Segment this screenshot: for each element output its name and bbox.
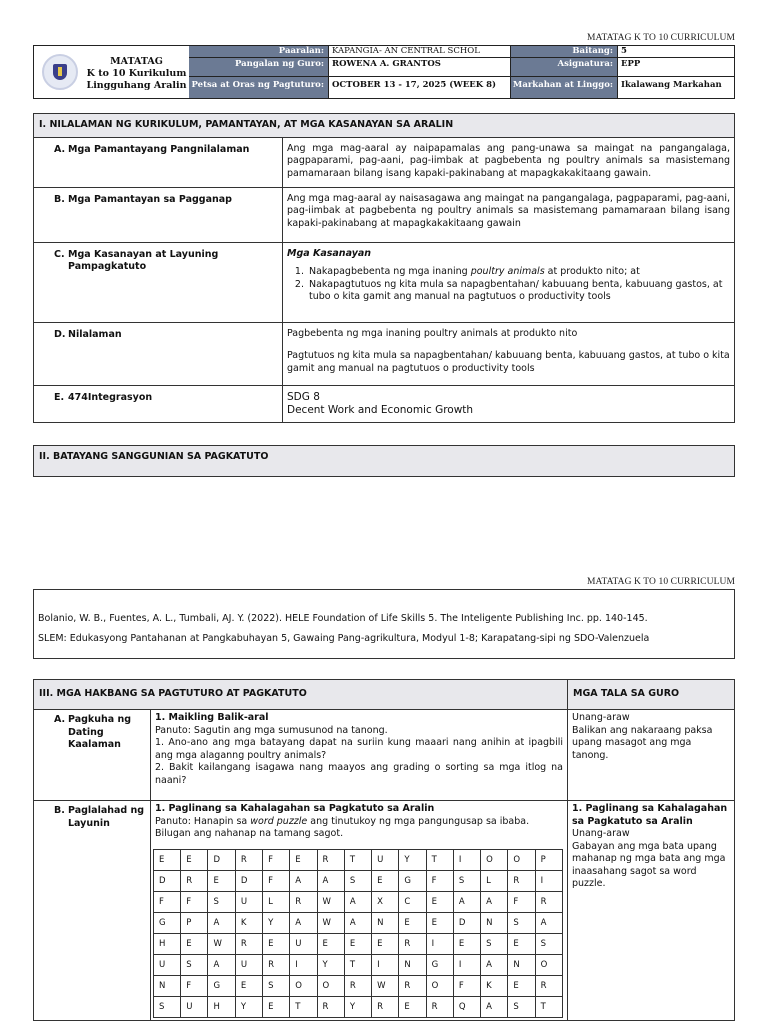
puzzle-cell[interactable]: S xyxy=(535,933,562,954)
section-2-table xyxy=(33,445,735,477)
puzzle-cell[interactable]: R xyxy=(399,975,426,996)
header-logo-cell xyxy=(34,46,190,98)
puzzle-cell[interactable]: C xyxy=(399,891,426,912)
paaralan-label: Paaralan: xyxy=(189,46,329,58)
row-3b-notes: 1. Paglinang sa Kahalagahan sa Pagkatuto sa Aralin Unang-araw Gabayan ang mga bata upang mahanap ng mga bata ang mga inaasahang sagot sa word puzzle. xyxy=(568,801,735,1021)
paaralan-value: KAPANGIA- AN CENTRAL SCHOL xyxy=(329,46,511,58)
petsa-label: Petsa at Oras ng Pagtuturo: xyxy=(189,77,329,98)
puzzle-cell[interactable]: D xyxy=(154,870,181,891)
puzzle-cell[interactable]: X xyxy=(372,891,399,912)
curriculum-label: MATATAG K TO 10 CURRICULUM xyxy=(587,33,735,43)
puzzle-cell[interactable]: G xyxy=(399,870,426,891)
header-title: MATATAG K to 10 Kurikulum Lingguhang Aralin xyxy=(86,56,187,91)
puzzle-row xyxy=(154,975,563,996)
row-3b-label: B. Paglalahad ng Layunin xyxy=(34,801,151,1021)
puzzle-cell[interactable]: Y xyxy=(263,912,290,933)
puzzle-row xyxy=(154,996,563,1017)
section-3-title: III. MGA HAKBANG SA PAGTUTURO AT PAGKATUTO xyxy=(34,680,568,710)
puzzle-instruction: Panuto: Hanapin sa word puzzle ang tinutukoy ng mga pangungusap sa ibaba. Bilugan ang nahanap na tamang sagot. xyxy=(155,815,530,839)
kasanayan-list xyxy=(287,266,730,304)
puzzle-cell[interactable]: A xyxy=(290,870,317,891)
guro-label: Pangalan ng Guro: xyxy=(189,58,329,77)
puzzle-cell[interactable]: F xyxy=(426,870,453,891)
section-1-title: I. NILALAMAN NG KURIKULUM, PAMANTAYAN, AT MGA KASANAYAN SA ARALIN xyxy=(34,114,735,138)
row-a-text: Ang mga mag-aaral ay naipapamalas ang pang-unawa sa maingat na pangangalaga, pagpaparami, pag-aani, pag-iimbak at pagbebenta ng poultry animals sa masistemang pamamaraan bilang isang kapaki-pakinabang at mapagkakakitaang gawain. xyxy=(283,137,735,187)
puzzle-cell[interactable]: G xyxy=(154,912,181,933)
puzzle-cell[interactable]: I xyxy=(372,954,399,975)
puzzle-cell[interactable]: E xyxy=(208,870,235,891)
puzzle-cell[interactable]: Y xyxy=(235,996,262,1017)
puzzle-cell[interactable]: S xyxy=(263,975,290,996)
petsa-value: OCTOBER 13 - 17, 2025 (WEEK 8) xyxy=(329,77,511,98)
row-3a-notes: Unang-araw Balikan ang nakaraang paksa upang masagot ang mga tanong. xyxy=(568,710,735,801)
row-d-label: D. Nilalaman xyxy=(34,322,283,385)
puzzle-cell[interactable]: H xyxy=(154,933,181,954)
puzzle-cell[interactable]: S xyxy=(508,996,535,1017)
puzzle-cell[interactable]: N xyxy=(372,912,399,933)
puzzle-cell[interactable]: U xyxy=(235,891,262,912)
puzzle-cell[interactable]: O xyxy=(317,975,344,996)
references-box xyxy=(33,589,735,659)
puzzle-cell[interactable]: A xyxy=(208,912,235,933)
puzzle-cell[interactable]: T xyxy=(344,849,371,870)
puzzle-cell[interactable]: U xyxy=(235,954,262,975)
puzzle-cell[interactable]: E xyxy=(344,933,371,954)
puzzle-row xyxy=(154,891,563,912)
puzzle-cell[interactable]: O xyxy=(290,975,317,996)
puzzle-row xyxy=(154,933,563,954)
puzzle-cell[interactable]: F xyxy=(181,891,208,912)
puzzle-cell[interactable]: A xyxy=(317,870,344,891)
puzzle-cell[interactable]: S xyxy=(181,954,208,975)
puzzle-cell[interactable]: Q xyxy=(453,996,480,1017)
row-b-text: Ang mga mag-aaral ay naisasagawa ang maingat na pangangalaga, pagpaparami, pag-aani, pag-iimbak at pagbebenta ng poultry animals sa masistemang pamamaraan bilang isang kapaki-pakinabang at mapagkakakitaang gawain xyxy=(283,187,735,242)
puzzle-cell[interactable]: W xyxy=(317,912,344,933)
puzzle-row xyxy=(154,849,563,870)
row-e-content: SDG 8 Decent Work and Economic Growth xyxy=(283,385,735,422)
puzzle-cell[interactable]: I xyxy=(426,933,453,954)
puzzle-cell[interactable]: E xyxy=(508,933,535,954)
puzzle-cell[interactable]: A xyxy=(344,912,371,933)
puzzle-cell[interactable]: G xyxy=(426,954,453,975)
puzzle-cell[interactable]: U xyxy=(181,996,208,1017)
puzzle-cell[interactable]: T xyxy=(344,954,371,975)
puzzle-cell[interactable]: T xyxy=(426,849,453,870)
puzzle-cell[interactable]: W xyxy=(372,975,399,996)
puzzle-cell[interactable]: P xyxy=(535,849,562,870)
section-2-title: II. BATAYANG SANGGUNIAN SA PAGKATUTO xyxy=(34,446,735,477)
puzzle-cell[interactable]: E xyxy=(181,849,208,870)
word-puzzle-grid xyxy=(153,849,563,1018)
baitang-value: 5 xyxy=(618,46,734,58)
puzzle-cell[interactable]: O xyxy=(481,849,508,870)
puzzle-cell[interactable]: E xyxy=(399,912,426,933)
puzzle-cell[interactable]: D xyxy=(208,849,235,870)
puzzle-cell[interactable]: W xyxy=(208,933,235,954)
asignatura-value: EPP xyxy=(618,58,734,77)
kasanayan-item: 2. Nakapagtutuos ng kita mula sa napagbentahan/ kabuuang benta, kabuuang gastos, at tubo o kita gamit ang manual na pagtutuos o productivity tools xyxy=(307,279,730,304)
puzzle-cell[interactable]: T xyxy=(535,996,562,1017)
puzzle-cell[interactable]: E xyxy=(372,870,399,891)
puzzle-cell[interactable]: S xyxy=(344,870,371,891)
puzzle-row xyxy=(154,870,563,891)
puzzle-cell[interactable]: E xyxy=(426,891,453,912)
puzzle-cell[interactable]: E xyxy=(372,933,399,954)
puzzle-cell[interactable]: D xyxy=(453,912,480,933)
markahan-label: Markahan at Linggo: xyxy=(511,77,618,98)
puzzle-cell[interactable]: F xyxy=(181,975,208,996)
puzzle-cell[interactable]: R xyxy=(235,849,262,870)
puzzle-cell[interactable]: I xyxy=(453,954,480,975)
puzzle-cell[interactable]: R xyxy=(235,933,262,954)
puzzle-cell[interactable]: S xyxy=(154,996,181,1017)
puzzle-cell[interactable]: A xyxy=(208,954,235,975)
puzzle-cell[interactable]: A xyxy=(481,891,508,912)
puzzle-cell[interactable]: U xyxy=(154,954,181,975)
puzzle-cell[interactable]: F xyxy=(263,849,290,870)
puzzle-cell[interactable]: L xyxy=(263,891,290,912)
puzzle-cell[interactable]: F xyxy=(154,891,181,912)
puzzle-cell[interactable]: U xyxy=(290,933,317,954)
puzzle-cell[interactable]: F xyxy=(508,891,535,912)
puzzle-cell[interactable]: U xyxy=(372,849,399,870)
puzzle-cell[interactable]: Y xyxy=(344,996,371,1017)
row-3a-label: A. Pagkuha ng Dating Kaalaman xyxy=(34,710,151,801)
puzzle-cell[interactable]: E xyxy=(508,975,535,996)
puzzle-cell[interactable]: R xyxy=(317,996,344,1017)
puzzle-cell[interactable]: E xyxy=(235,975,262,996)
puzzle-cell[interactable]: W xyxy=(317,891,344,912)
row-a-label: A. Mga Pamantayang Pangnilalaman xyxy=(34,137,283,187)
puzzle-cell[interactable]: K xyxy=(235,912,262,933)
section-3-table xyxy=(33,679,735,1021)
puzzle-cell[interactable]: I xyxy=(290,954,317,975)
puzzle-cell[interactable]: R xyxy=(344,975,371,996)
puzzle-cell[interactable]: N xyxy=(399,954,426,975)
puzzle-row xyxy=(154,912,563,933)
notes-title: MGA TALA SA GURO xyxy=(568,680,735,710)
puzzle-cell[interactable]: H xyxy=(208,996,235,1017)
puzzle-cell[interactable]: S xyxy=(508,912,535,933)
puzzle-cell[interactable]: E xyxy=(453,933,480,954)
puzzle-cell[interactable]: K xyxy=(481,975,508,996)
puzzle-cell[interactable]: S xyxy=(453,870,480,891)
puzzle-cell[interactable]: R xyxy=(290,891,317,912)
puzzle-cell[interactable]: O xyxy=(426,975,453,996)
puzzle-cell[interactable]: D xyxy=(235,870,262,891)
puzzle-cell[interactable]: R xyxy=(508,870,535,891)
reference-item: SLEM: Edukasyong Pantahanan at Pangkabuhayan 5, Gawaing Pang-agrikultura, Modyul 1-8; Karapatang-sipi ng SDO-Valenzuela xyxy=(38,633,650,644)
puzzle-cell[interactable]: S xyxy=(208,891,235,912)
row-c-label: C. Mga Kasanayan at Layuning Pampagkatuto xyxy=(34,242,283,322)
puzzle-cell[interactable]: A xyxy=(481,996,508,1017)
puzzle-cell[interactable]: A xyxy=(290,912,317,933)
puzzle-cell[interactable]: I xyxy=(535,870,562,891)
puzzle-cell[interactable]: E xyxy=(399,996,426,1017)
puzzle-cell[interactable]: L xyxy=(481,870,508,891)
row-b-label: B. Mga Pamantayan sa Pagganap xyxy=(34,187,283,242)
puzzle-cell[interactable]: R xyxy=(399,933,426,954)
puzzle-cell[interactable]: O xyxy=(508,849,535,870)
guro-value: ROWENA A. GRANTOS xyxy=(329,58,511,77)
puzzle-cell[interactable]: N xyxy=(154,975,181,996)
puzzle-cell[interactable]: G xyxy=(208,975,235,996)
puzzle-cell[interactable]: O xyxy=(535,954,562,975)
puzzle-cell[interactable]: E xyxy=(263,996,290,1017)
curriculum-label-page-2: MATATAG K TO 10 CURRICULUM xyxy=(587,577,735,587)
row-d-content: Pagbebenta ng mga inaning poultry animals at produkto nito Pagtutuos ng kita mula sa napagbentahan/ kabuuang benta, kabuuang gastos, at tubo o kita gamit ang manual na pagtutuos o productivity tools xyxy=(283,322,735,385)
puzzle-cell[interactable]: Y xyxy=(399,849,426,870)
puzzle-cell[interactable]: A xyxy=(481,954,508,975)
puzzle-cell[interactable]: I xyxy=(453,849,480,870)
deped-seal-icon xyxy=(42,54,78,90)
puzzle-row xyxy=(154,954,563,975)
puzzle-cell[interactable]: P xyxy=(181,912,208,933)
puzzle-cell[interactable]: R xyxy=(317,849,344,870)
row-c-content xyxy=(283,242,735,322)
puzzle-cell[interactable]: F xyxy=(263,870,290,891)
puzzle-cell[interactable]: S xyxy=(481,933,508,954)
puzzle-cell[interactable]: E xyxy=(317,933,344,954)
puzzle-cell[interactable]: A xyxy=(535,912,562,933)
kasanayan-item: 1. Nakapagbebenta ng mga inaning poultry animals at produkto nito; at xyxy=(307,266,730,279)
puzzle-cell[interactable]: E xyxy=(181,933,208,954)
baitang-label: Baitang: xyxy=(511,46,618,58)
puzzle-cell[interactable]: R xyxy=(535,975,562,996)
lesson-header xyxy=(33,45,735,99)
puzzle-cell[interactable]: R xyxy=(535,891,562,912)
puzzle-cell[interactable]: Y xyxy=(317,954,344,975)
asignatura-label: Asignatura: xyxy=(511,58,618,77)
puzzle-cell[interactable]: R xyxy=(263,954,290,975)
row-e-label: E. 474Integrasyon xyxy=(34,385,283,422)
puzzle-cell[interactable]: E xyxy=(290,849,317,870)
puzzle-cell[interactable]: F xyxy=(453,975,480,996)
puzzle-cell[interactable]: E xyxy=(263,933,290,954)
puzzle-cell[interactable]: N xyxy=(508,954,535,975)
kasanayan-subhead: Mga Kasanayan xyxy=(287,247,372,259)
puzzle-cell[interactable]: E xyxy=(154,849,181,870)
row-3b-content: 1. Paglinang sa Kahalagahan sa Pagkatuto sa Aralin Panuto: Hanapin sa word puzzle ang tinutukoy ng mga pangungusap sa ibaba. Bilugan ang nahanap na tamang sagot. E E D R F E R T U Y T I O O P D R E D F A A S E G F S L R I F F S U L R W A X C E A A F R G P A K Y A W A N E E D N S A H E W R E U E E E R I E S E S U S A U R I Y T I N G I A N O N F G E S O O R W R O F K E R S U H Y E T R Y R E R Q A S T xyxy=(151,801,568,1021)
puzzle-cell[interactable]: A xyxy=(453,891,480,912)
row-3a-content: 1. Maikling Balik-aral Panuto: Sagutin ang mga sumusunod na tanong. 1. Ano-ano ang mga batayang dapat na suriin kung maaari nang anihin at ipagbili ang mga alaganng poultry animals? 2. Bakit kailangang isagawa nang maayos ang grading o sorting sa mga itlog na naani? xyxy=(151,710,568,801)
puzzle-cell[interactable]: N xyxy=(481,912,508,933)
puzzle-cell[interactable]: R xyxy=(372,996,399,1017)
puzzle-cell[interactable]: R xyxy=(181,870,208,891)
puzzle-cell[interactable]: R xyxy=(426,996,453,1017)
puzzle-cell[interactable]: A xyxy=(344,891,371,912)
markahan-value: Ikalawang Markahan xyxy=(621,80,722,90)
reference-item: Bolanio, W. B., Fuentes, A. L., Tumbali, AJ. Y. (2022). HELE Foundation of Life Skills 5. The Inteligente Publishing Inc. pp. 140-145. xyxy=(38,613,648,624)
puzzle-cell[interactable]: T xyxy=(290,996,317,1017)
puzzle-cell[interactable]: E xyxy=(426,912,453,933)
section-1-table xyxy=(33,113,735,423)
